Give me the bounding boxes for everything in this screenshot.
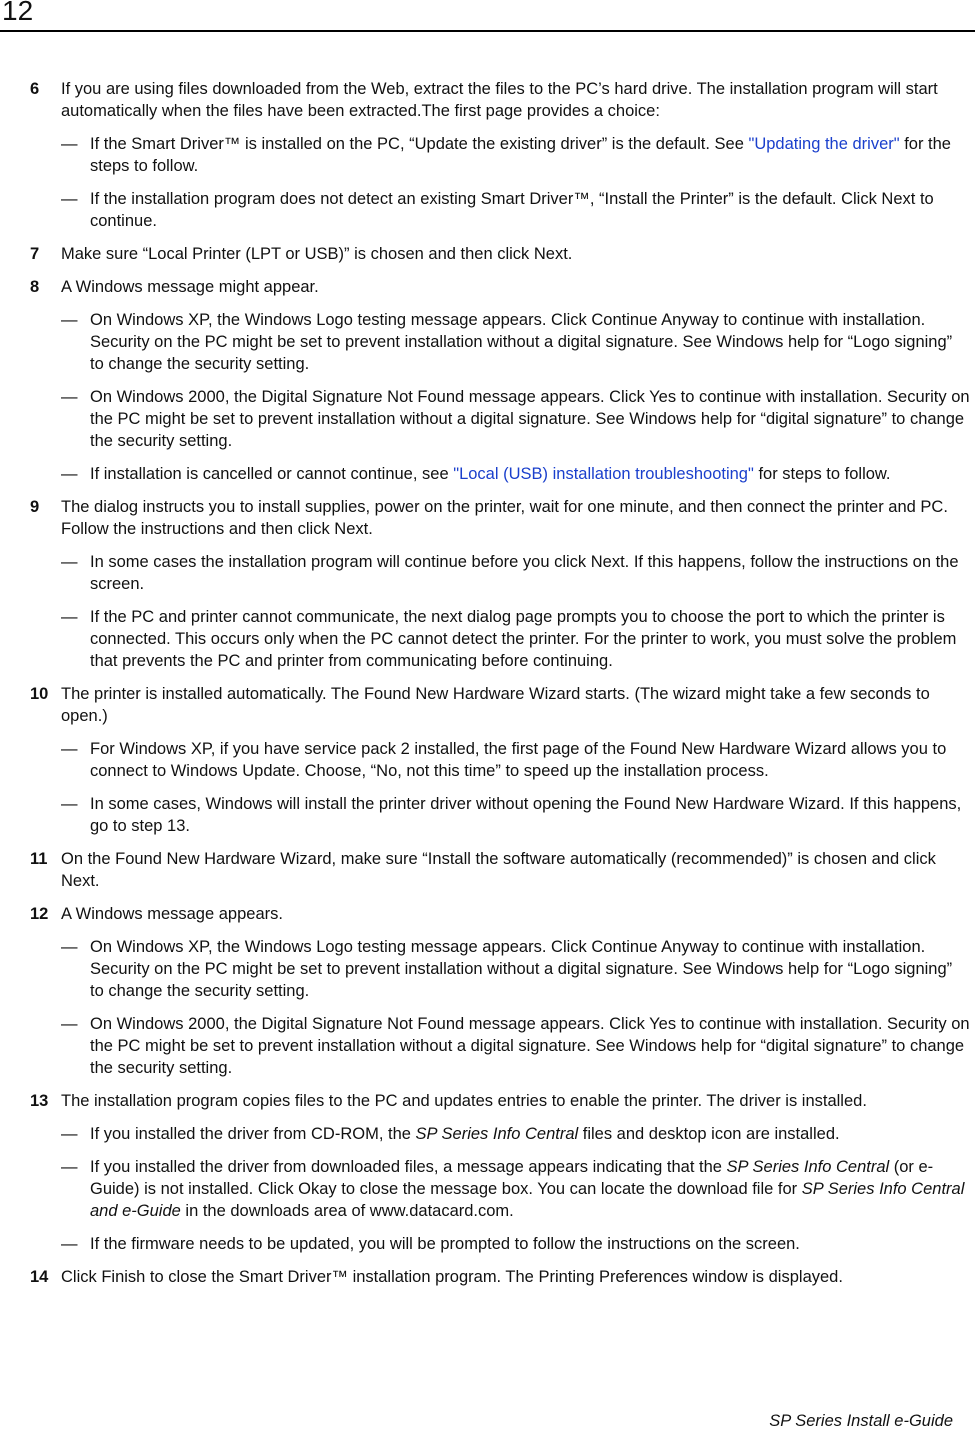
product-name: SP Series Info Central and e-Guide (90, 1180, 965, 1220)
step-8-bullet-2 (0, 386, 975, 452)
bullet-text: files and desktop icon are installed. (578, 1125, 840, 1143)
bullet-text: On Windows 2000, the Digital Signature Not Found message appears. Click Yes to continue with installation. Security on the PC might be set to prevent installation without a digital signature. See Windows help for “digital signature” to change the security setting. (90, 388, 970, 450)
step-number: 14 (30, 1268, 49, 1286)
bullet-text: If the installation program does not detect an existing Smart Driver™, “Install the Printer” is the default. Click Next to continue. (90, 190, 934, 230)
bullet-text: On Windows 2000, the Digital Signature Not Found message appears. Click Yes to continue with installation. Security on the PC might be set to prevent installation without a digital signature. See Windows help for “digital signature” to change the security setting. (90, 1015, 970, 1077)
bullet-text: in the downloads area of www.datacard.com. (180, 1202, 514, 1220)
step-number: 11 (30, 850, 48, 868)
step-text: If you are using files downloaded from the Web, extract the files to the PC’s hard drive. The installation program will start automatically when the files have been extracted.The first page provides a choice: (61, 80, 938, 120)
bullet-text: for steps to follow. (753, 465, 891, 483)
page-number: 12 (2, 0, 34, 26)
step-9 (0, 496, 975, 540)
step-6-bullet-1 (0, 133, 975, 177)
step-8-bullet-3 (0, 463, 975, 485)
step-10-bullet-2 (0, 793, 975, 837)
dash-marker: — (61, 795, 78, 813)
step-text: Click Finish to close the Smart Driver™ installation program. The Printing Preferences window is displayed. (61, 1268, 843, 1286)
step-number: 8 (30, 278, 40, 296)
bullet-text: If the Smart Driver™ is installed on the PC, “Update the existing driver” is the default. See (90, 135, 749, 153)
step-8 (0, 276, 975, 298)
bullet-text: In some cases the installation program will continue before you click Next. If this happens, follow the instructions on the screen. (90, 553, 959, 593)
bullet-text: If the firmware needs to be updated, you will be prompted to follow the instructions on the screen. (90, 1235, 800, 1253)
step-number: 12 (30, 905, 49, 923)
step-number: 9 (30, 498, 40, 516)
dash-marker: — (61, 1015, 78, 1033)
step-text: The dialog instructs you to install supplies, power on the printer, wait for one minute, and then connect the printer and PC. Follow the instructions and then click Next. (61, 498, 948, 538)
step-8-bullet-1 (0, 309, 975, 375)
step-text: The printer is installed automatically. The Found New Hardware Wizard starts. (The wizard might take a few seconds to open.) (61, 685, 930, 725)
step-number: 6 (30, 80, 40, 98)
dash-marker: — (61, 465, 78, 483)
bullet-text: If installation is cancelled or cannot continue, see (90, 465, 454, 483)
step-6 (0, 78, 975, 122)
header-rule (0, 30, 975, 32)
bullet-text: (or e-Guide) is not installed. Click Okay to close the message box. You can locate the download file for (90, 1158, 934, 1198)
step-12-bullet-1 (0, 936, 975, 1002)
bullet-text: If you installed the driver from downloaded files, a message appears indicating that the (90, 1158, 727, 1176)
step-number: 13 (30, 1092, 49, 1110)
step-10-bullet-1 (0, 738, 975, 782)
step-text: The installation program copies files to the PC and updates entries to enable the printer. The driver is installed. (61, 1092, 867, 1110)
dash-marker: — (61, 553, 78, 571)
step-11 (0, 848, 975, 892)
step-13-bullet-2 (0, 1156, 975, 1222)
dash-marker: — (61, 311, 78, 329)
step-text: A Windows message appears. (61, 905, 283, 923)
bullet-text: On Windows XP, the Windows Logo testing message appears. Click Continue Anyway to continue with installation. Security on the PC might be set to prevent installation without a digital signature. See Windows help for “Logo signing” to change the security setting. (90, 938, 953, 1000)
link-usb-troubleshooting[interactable]: "Local (USB) installation troubleshooting" (453, 465, 754, 483)
step-number: 10 (30, 685, 49, 703)
dash-marker: — (61, 388, 78, 406)
dash-marker: — (61, 1235, 78, 1253)
bullet-text: If you installed the driver from CD-ROM, the (90, 1125, 416, 1143)
product-name: SP Series Info Central (726, 1158, 890, 1176)
document-body (0, 78, 975, 1299)
dash-marker: — (61, 190, 78, 208)
step-13 (0, 1090, 975, 1112)
step-6-bullet-2 (0, 188, 975, 232)
dash-marker: — (61, 740, 78, 758)
dash-marker: — (61, 608, 78, 626)
bullet-text: If the PC and printer cannot communicate, the next dialog page prompts you to choose the port to which the printer is connected. This occurs only when the PC cannot detect the printer. For the printer to work, you must solve the problem that prevents the PC and printer from communicating before continuing. (90, 608, 957, 670)
bullet-text: On Windows XP, the Windows Logo testing message appears. Click Continue Anyway to continue with installation. Security on the PC might be set to prevent installation without a digital signature. See Windows help for “Logo signing” to change the security setting. (90, 311, 953, 373)
dash-marker: — (61, 938, 78, 956)
step-12-bullet-2 (0, 1013, 975, 1079)
step-text: A Windows message might appear. (61, 278, 319, 296)
step-13-bullet-1 (0, 1123, 975, 1145)
step-14 (0, 1266, 975, 1288)
link-updating-the-driver[interactable]: "Updating the driver" (748, 135, 900, 153)
dash-marker: — (61, 1158, 78, 1176)
bullet-text: For Windows XP, if you have service pack 2 installed, the first page of the Found New Hardware Wizard allows you to connect to Windows Update. Choose, “No, not this time” to speed up the installation process. (90, 740, 947, 780)
bullet-text: for the steps to follow. (90, 135, 951, 175)
step-12 (0, 903, 975, 925)
step-9-bullet-2 (0, 606, 975, 672)
step-text: Make sure “Local Printer (LPT or USB)” is chosen and then click Next. (61, 245, 573, 263)
step-13-bullet-3 (0, 1233, 975, 1255)
step-7 (0, 243, 975, 265)
step-number: 7 (30, 245, 40, 263)
bullet-text: In some cases, Windows will install the printer driver without opening the Found New Hardware Wizard. If this happens, go to step 13. (90, 795, 962, 835)
step-9-bullet-1 (0, 551, 975, 595)
product-name: SP Series Info Central (415, 1125, 579, 1143)
dash-marker: — (61, 135, 78, 153)
step-10 (0, 683, 975, 727)
dash-marker: — (61, 1125, 78, 1143)
step-text: On the Found New Hardware Wizard, make sure “Install the software automatically (recommended)” is chosen and click Next. (61, 850, 936, 890)
footer-guide-title: SP Series Install e-Guide (769, 1412, 953, 1430)
